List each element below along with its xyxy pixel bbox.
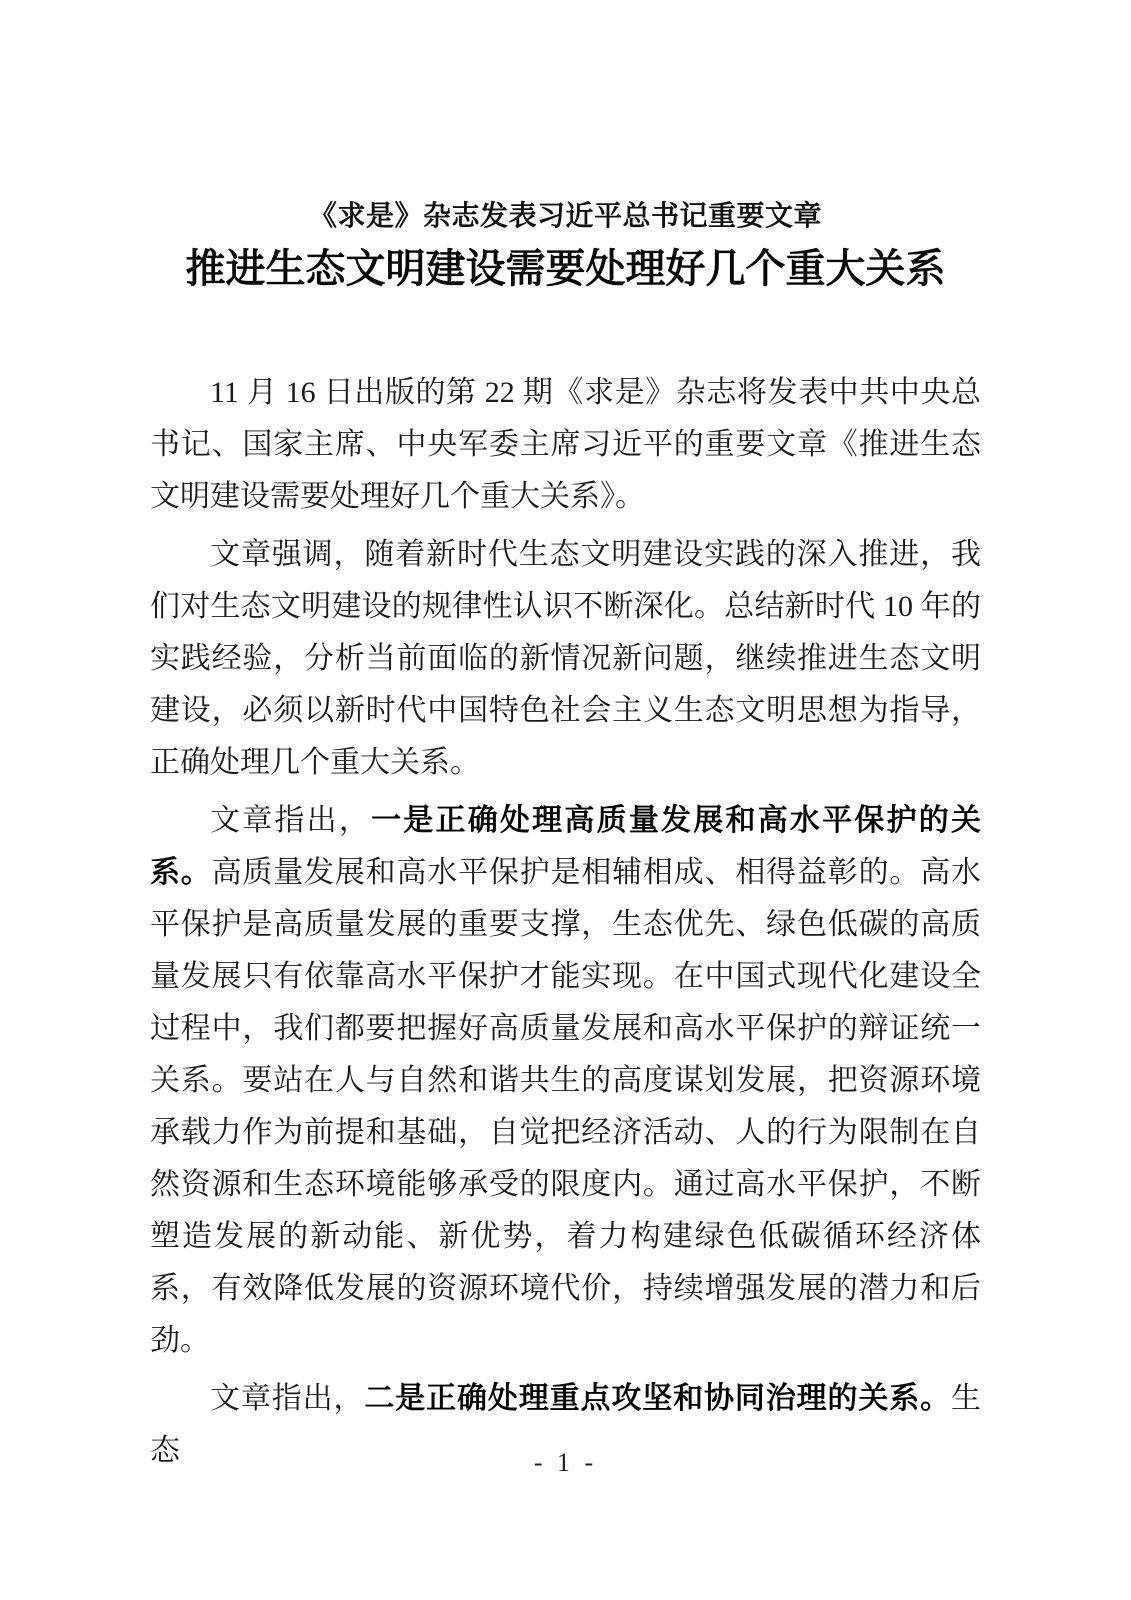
- text-run: 文章强调，随着新时代生态文明建设实践的深入推进，我们对生态文明建设的规律性认识不断深化。总结新时代 10 年的实践经验，分析当前面临的新情况新问题，继续推进生态文明建设，必须以新时代中国特色社会主义生态文明思想为指导，正确处理几个重大关系。: [150, 538, 981, 779]
- text-run: 文章指出，: [210, 1382, 365, 1415]
- article-header: [0, 198, 1131, 296]
- page-number: - 1 -: [533, 1448, 598, 1477]
- body-paragraph-2: [150, 529, 981, 789]
- article-supertitle: 《求是》杂志发表习近平总书记重要文章: [308, 201, 822, 232]
- body-paragraph-1: [150, 367, 981, 523]
- article-body: [150, 367, 981, 1483]
- emphasis-run: 一是正确处理高质量发展和高水平保护的关系。: [150, 804, 982, 889]
- text-run: 生态: [150, 1382, 981, 1467]
- emphasis-run: 二是正确处理重点攻坚和协同治理的关系。: [364, 1382, 951, 1415]
- body-paragraph-3: [150, 795, 981, 1367]
- article-title: 推进生态文明建设需要处理好几个重大关系: [185, 246, 946, 291]
- text-run: 高质量发展和高水平保护是相辅相成、相得益彰的。高水平保护是高质量发展的重要支撑，生态优先、绿色低碳的高质量发展只有依靠高水平保护才能实现。在中国式现代化建设全过程中，我们都要把握好高质量发展和高水平保护的辩证统一关系。要站在人与自然和谐共生的高度谋划发展，把资源环境承载力作为前提和基础，自觉把经济活动、人的行为限制在自然资源和生态环境能够承受的限度内。通过高水平保护，不断塑造发展的新动能、新优势，着力构建绿色低碳循环经济体系，有效降低发展的资源环境代价，持续增强发展的潜力和后劲。: [150, 856, 982, 1357]
- text-run: 11 月 16 日出版的第 22 期《求是》杂志将发表中共中央总书记、国家主席、中央军委主席习近平的重要文章《推进生态文明建设需要处理好几个重大关系》。: [150, 376, 981, 513]
- text-run: 文章指出，: [210, 804, 372, 837]
